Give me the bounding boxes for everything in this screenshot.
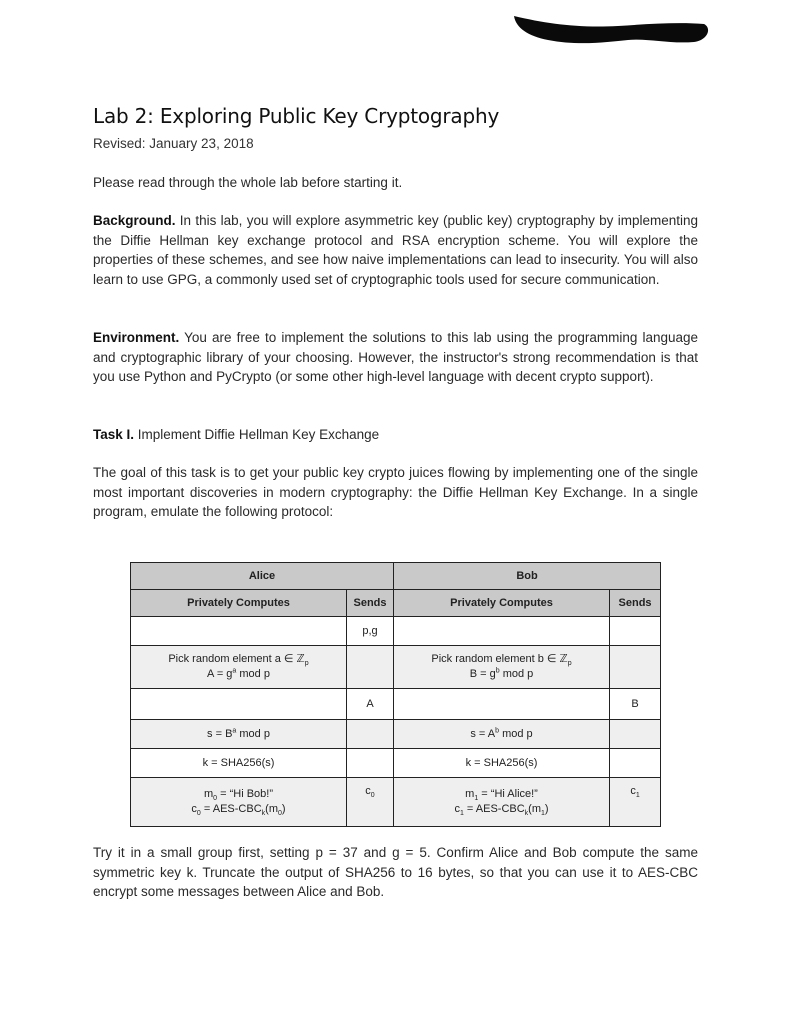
alice-privately-header: Privately Computes: [131, 590, 347, 617]
environment-label: Environment.: [93, 330, 180, 345]
task-text: Implement Diffie Hellman Key Exchange: [134, 427, 380, 442]
background-text: In this lab, you will explore asymmetric key (public key) cryptography by implementing the Diffie Hellman key exchange protocol and RSA encryption scheme. You will explore the properties of these schemes, and see how naive implementations can lead to insecurity. You will also learn to use GPG, a commonly used set of cryptographic tools used for secure communication.: [93, 213, 698, 287]
try-paragraph: Try it in a small group first, setting p = 37 and g = 5. Confirm Alice and Bob compute the same symmetric key k. Truncate the output of SHA256 to 16 bytes, so that you can use it to AES-CBC encrypt some messages between Alice and Bob.: [93, 845, 698, 899]
bob-privately-header: Privately Computes: [394, 590, 610, 617]
bob-header: Bob: [394, 563, 661, 590]
table-row: [131, 689, 661, 720]
bob-sends-header: Sends: [610, 590, 661, 617]
bob-compute-cell: k = SHA256(s): [394, 749, 610, 778]
table-row: [131, 646, 661, 689]
redaction-mark: [508, 10, 712, 50]
environment-text: You are free to implement the solutions to this lab using the programming language and cryptographic library of your choosing. However, the instructor's strong recommendation is that you use Python and PyCrypto (or some other high-level language with decent crypto support).: [93, 330, 698, 384]
alice-sends-header: Sends: [347, 590, 394, 617]
alice-compute-cell: [131, 617, 347, 646]
bob-sends-cell: B: [610, 689, 661, 720]
bob-compute-cell: $s = A^b$ mod p: [394, 720, 610, 749]
task-heading: [93, 425, 698, 445]
background-label: Background.: [93, 213, 176, 228]
alice-sends-cell: [347, 646, 394, 689]
bob-compute-cell: [394, 689, 610, 720]
intro-paragraph: Please read through the whole lab before starting it.: [93, 175, 403, 190]
revised-date: Revised: January 23, 2018: [93, 136, 254, 151]
bob-sends-cell: [610, 720, 661, 749]
alice-compute-cell: Pick random element a ∈ ℤ$_p$ $A = g^a$ mod p: [131, 646, 347, 689]
alice-compute-cell: $s = B^a$ mod p: [131, 720, 347, 749]
goal-paragraph: The goal of this task is to get your public key crypto juices flowing by implementing one of the single most important discoveries in modern cryptography: the Diffie Hellman Key Exchange. In a single program, emulate the following protocol:: [93, 465, 698, 519]
alice-compute-cell: $m_0$ = “Hi Bob!” $c_0 = AES-CBC_k(m_0)$: [131, 778, 347, 827]
table-row: [131, 778, 661, 827]
table-row: [131, 617, 661, 646]
environment-paragraph: [93, 328, 698, 387]
bob-compute-cell: Pick random element b ∈ ℤ$_p$ $B = g^b$ mod p: [394, 646, 610, 689]
bob-compute-cell: [394, 617, 610, 646]
bob-sends-cell: [610, 749, 661, 778]
alice-sends-cell: p,g: [347, 617, 394, 646]
alice-compute-cell: k = SHA256(s): [131, 749, 347, 778]
bob-sends-cell: [610, 646, 661, 689]
background-paragraph: [93, 211, 698, 289]
table-row: [131, 749, 661, 778]
alice-sends-cell: $c_0$: [347, 778, 394, 827]
bob-sends-cell: [610, 617, 661, 646]
bob-sends-cell: $c_1$: [610, 778, 661, 827]
alice-sends-cell: [347, 749, 394, 778]
protocol-table: [130, 562, 661, 827]
alice-sends-cell: [347, 720, 394, 749]
task-label: Task I.: [93, 427, 135, 442]
alice-header: Alice: [131, 563, 394, 590]
table-row: [131, 720, 661, 749]
alice-compute-cell: [131, 689, 347, 720]
page-title: Lab 2: Exploring Public Key Cryptography: [93, 104, 500, 128]
alice-sends-cell: A: [347, 689, 394, 720]
bob-compute-cell: $m_1$ = “Hi Alice!” $c_1 = AES-CBC_k(m_1)$: [394, 778, 610, 827]
